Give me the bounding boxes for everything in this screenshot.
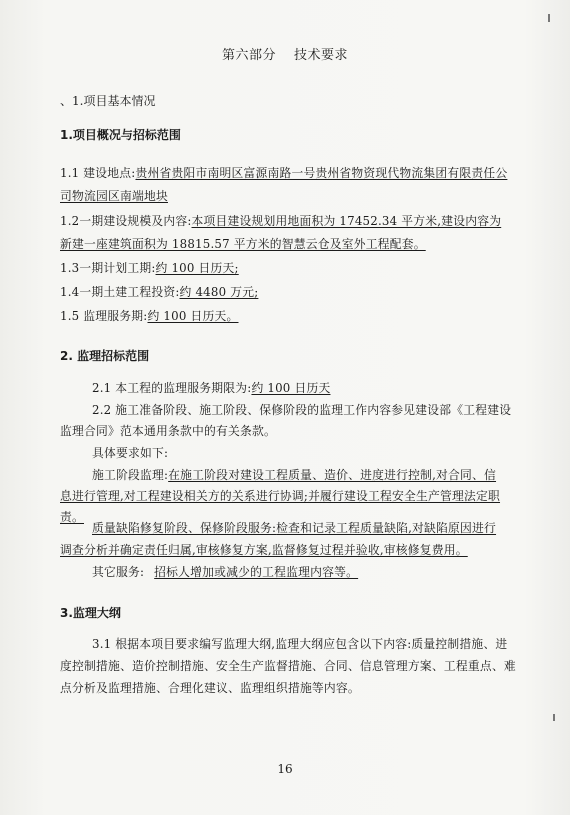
construction-supervision-text-cont: 息进行管理,对工程建设相关方的关系进行协调;并履行建设工程安全生产管理法定职 [60, 489, 501, 503]
item-1-2-value: 本项目建设规划用地面积为 17452.34 平方米,建设内容为 [191, 214, 502, 228]
para-requirements: 具体要求如下: [92, 446, 169, 460]
page-part: 第六部分 [221, 48, 276, 63]
item-1-3-label: 1.3一期计划工期: [60, 261, 156, 275]
other-services-text: 招标人增加或减少的工程监理内容等。 [154, 565, 359, 579]
page-title [0, 44, 570, 63]
warranty-service-label: 质量缺陷修复阶段、保修阶段服务: [92, 521, 277, 535]
warranty-service-text-cont: 调查分析并确定责任归属,审核修复方案,监督修复过程并验收,审核修复费用。 [60, 543, 468, 557]
para-3-1: 3.1 根据本项目要求编写监理大纲,监理大纲应包含以下内容:质量控制措施、进 [92, 637, 508, 651]
item-1-1-value-cont: 司物流园区南端地块 [60, 189, 168, 203]
para-construction-supervision [92, 466, 496, 483]
warranty-service-text: 检查和记录工程质量缺陷,对缺陷原因进行 [276, 521, 497, 535]
para-other-services [92, 563, 358, 580]
construction-supervision-text: 在施工阶段对建设工程质量、造价、进度进行控制,对合同、信 [168, 468, 497, 482]
item-1-4-label: 1.4一期土建工程投资: [60, 285, 180, 299]
para-3-1-end: 点分析及监理措施、合理化建议、监理组织措施等内容。 [60, 681, 360, 695]
section-intro-heading: 、1.项目基本情况 [60, 94, 156, 108]
construction-supervision-text-end: 责。 [60, 510, 84, 524]
item-1-1-value: 贵州省贵阳市南明区富源南路一号贵州省物资现代物流集团有限责任公 [135, 166, 508, 180]
item-1-1 [60, 164, 507, 181]
para-2-1 [92, 379, 330, 396]
item-1-5-label: 1.5 监理服务期: [60, 309, 148, 323]
item-1-2 [60, 212, 501, 229]
scan-mark [548, 14, 550, 22]
item-1-4-value: 约 4480 万元; [179, 285, 259, 299]
page-number: 16 [277, 762, 293, 776]
construction-supervision-label: 施工阶段监理: [92, 468, 169, 482]
item-1-2-label: 1.2一期建设规模及内容: [60, 214, 192, 228]
para-2-2-cont: 监理合同》范本通用条款中的有关条款。 [60, 424, 276, 438]
para-2-2: 2.2 施工准备阶段、施工阶段、保修阶段的监理工作内容参见建设部《工程建设 [92, 403, 512, 417]
item-1-1-label: 1.1 建设地点: [60, 166, 136, 180]
scan-mark [553, 714, 555, 721]
item-1-2-value-cont: 新建一座建筑面积为 18815.57 平方米的智慧云仓及室外工程配套。 [60, 237, 426, 251]
item-1-3-value: 约 100 日历天; [155, 261, 239, 275]
item-1-5 [60, 307, 239, 324]
section1-heading: 1.项目概况与招标范围 [60, 128, 181, 142]
item-1-3 [60, 259, 239, 276]
other-services-label: 其它服务: [92, 565, 145, 579]
page-title-text: 技术要求 [294, 48, 349, 63]
section2-heading: 2. 监理招标范围 [60, 349, 150, 363]
section3-heading: 3.监理大纲 [60, 606, 121, 620]
item-1-5-value: 约 100 日历天。 [147, 309, 239, 323]
para-3-1-cont: 度控制措施、造价控制措施、安全生产监督措施、合同、信息管理方案、工程重点、难 [60, 659, 516, 673]
para-2-1-label: 2.1 本工程的监理服务期限为: [92, 381, 252, 395]
item-1-4 [60, 283, 258, 300]
para-2-1-value: 约 100 日历天 [251, 381, 331, 395]
para-warranty-service [92, 519, 496, 536]
